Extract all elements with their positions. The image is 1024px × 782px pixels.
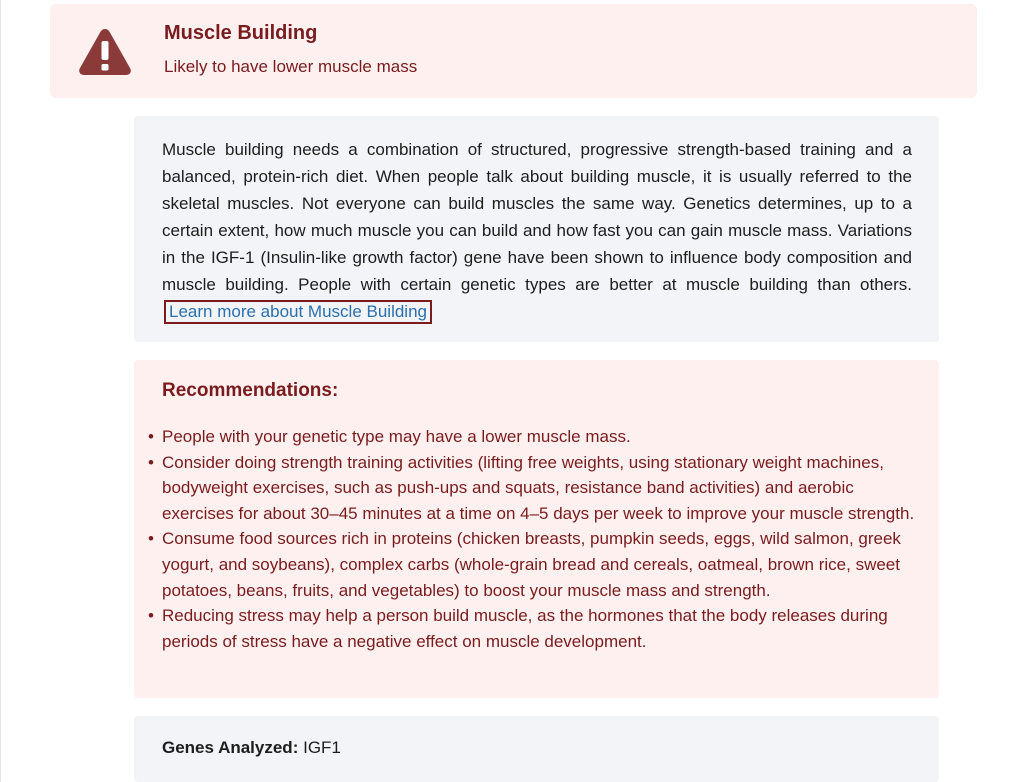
recommendations-list (148, 424, 918, 654)
recommendation-text: People with your genetic type may have a lower muscle mass. (162, 427, 631, 446)
recommendation-text: Reducing stress may help a person build muscle, as the hormones that the body releases during periods of stress have a negative effect on muscle development. (162, 606, 888, 651)
genes-analyzed-value: IGF1 (303, 738, 341, 757)
bullet: • (148, 606, 154, 626)
genes-analyzed-card (134, 716, 939, 782)
result-title: Muscle Building (164, 22, 318, 44)
recommendation-item (148, 526, 918, 603)
result-subtitle: Likely to have lower muscle mass (164, 57, 418, 76)
recommendation-text: Consume food sources rich in proteins (chicken breasts, pumpkin seeds, eggs, wild salmon, greek yogurt, and soybeans), complex carbs (whole-grain bread and cereals, oatmeal, brown rice, sweet potatoes, beans, fruits, and vegetables) to boost your muscle mass and strength. (162, 529, 901, 600)
bullet: • (148, 529, 154, 549)
warning-triangle-icon (78, 27, 132, 77)
recommendations-title: Recommendations: (162, 380, 339, 401)
recommendation-item (148, 424, 918, 450)
recommendation-text: Consider doing strength training activities (lifting free weights, using stationary weight machines, bodyweight exercises, such as push-ups and squats, resistance band activities) and aerobic exercises for about 30–45 minutes at a time on 4–5 days per week to improve your muscle strength. (162, 452, 915, 523)
result-header-card (50, 4, 977, 98)
recommendations-card (134, 360, 939, 698)
description-text (162, 136, 912, 325)
genes-analyzed-label: Genes Analyzed: (162, 738, 299, 757)
learn-more-link[interactable]: Learn more about Muscle Building (164, 300, 432, 324)
bullet: • (148, 427, 154, 446)
description-card (134, 116, 939, 342)
recommendation-item (148, 450, 918, 527)
bullet: • (148, 452, 154, 472)
genes-analyzed-row (162, 738, 341, 758)
description-body: Muscle building needs a combination of structured, progressive strength-based training and a balanced, protein-rich diet. When people talk about building muscle, it is usually referred to the skeletal muscles. Not everyone can build muscles the same way. Genetics determines, up to a certain extent, how much muscle you can build and how fast you can gain muscle mass. Variations in the IGF-1 (Insulin-like growth factor) gene have been shown to influence body composition and muscle building. People with certain genetic types are better at muscle building than others. (162, 140, 912, 294)
recommendation-item (148, 603, 918, 654)
